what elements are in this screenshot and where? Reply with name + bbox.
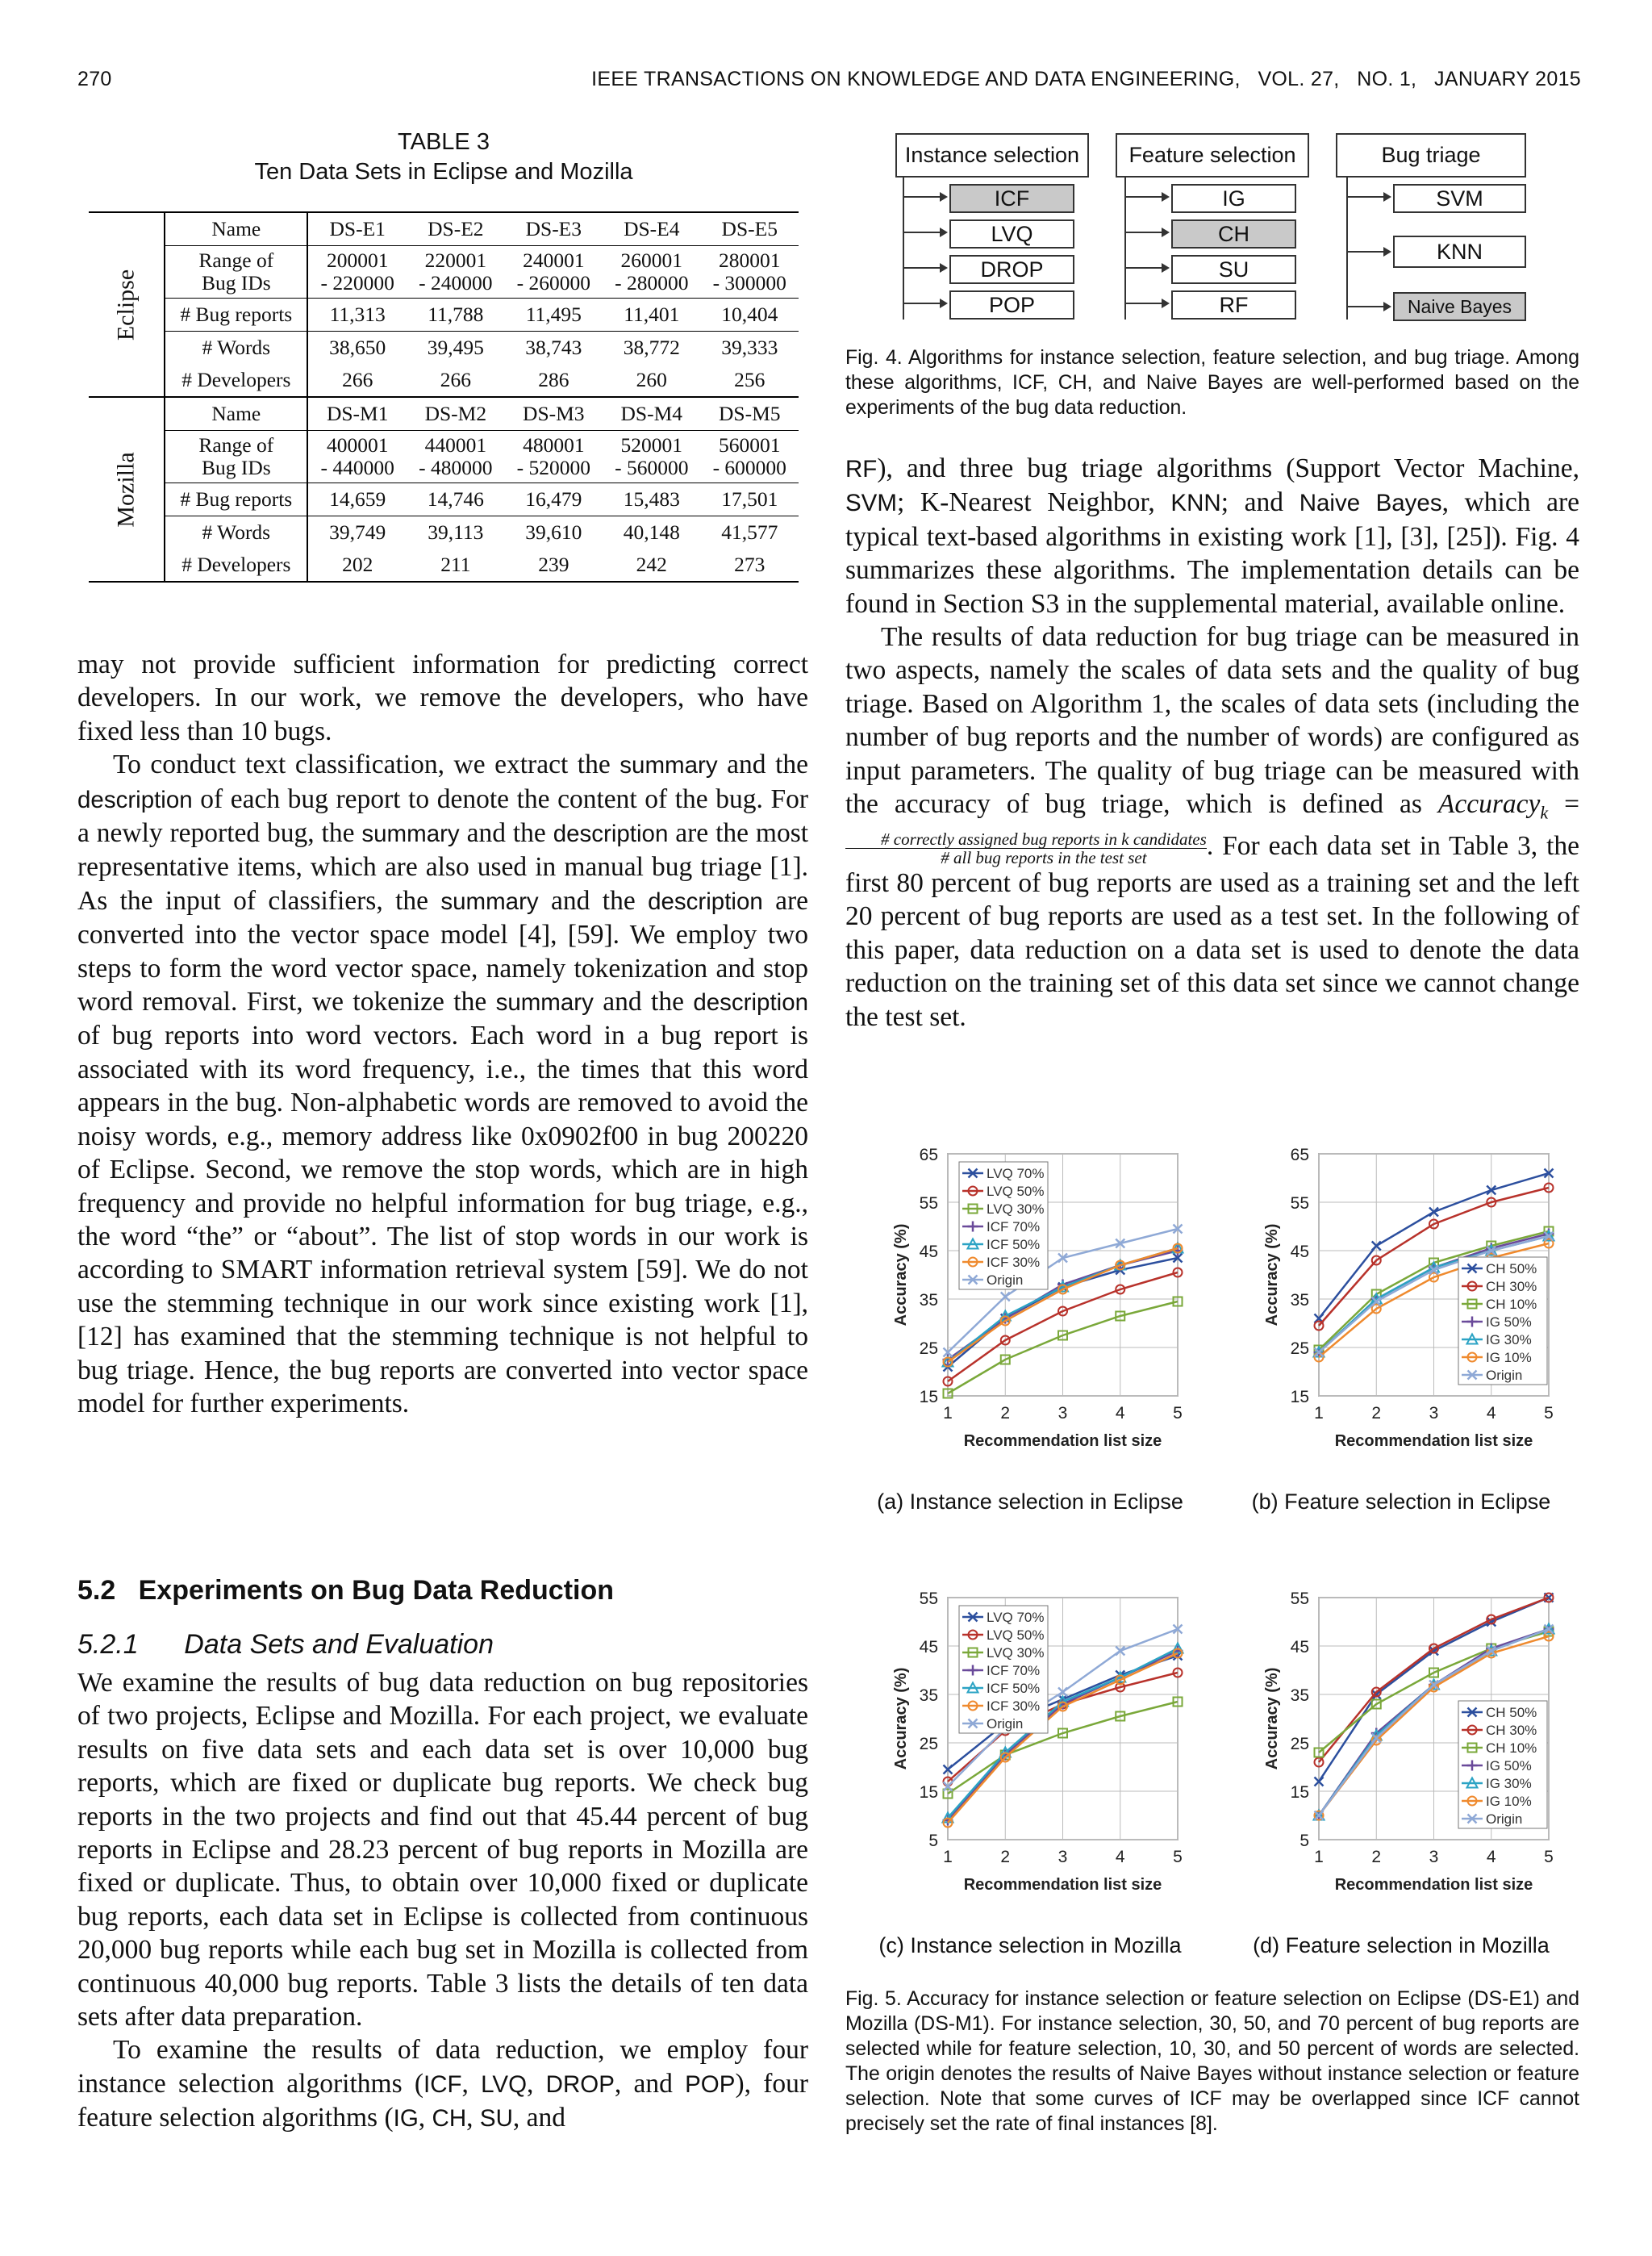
y-tick-label: 35	[919, 1686, 938, 1705]
y-axis-label: Accuracy (%)	[1263, 1667, 1281, 1770]
table-cell: DS-M2	[407, 397, 504, 431]
legend-label: IG 30%	[1486, 1776, 1532, 1791]
table-cell: 202	[342, 553, 373, 576]
table-cell: DS-M3	[505, 397, 603, 431]
table-cell: 11,495	[505, 299, 603, 332]
y-tick-label: 15	[1290, 1783, 1309, 1802]
legend-label: CH 50%	[1486, 1261, 1537, 1276]
y-tick-label: 25	[919, 1735, 938, 1753]
chart-title: (b) Feature selection in Eclipse	[1251, 1489, 1551, 1514]
legend-label: CH 30%	[1486, 1723, 1537, 1738]
x-tick-label: 1	[1314, 1404, 1324, 1423]
table-cell: 260001 - 280000	[603, 246, 700, 299]
left-column-bottom	[77, 1666, 808, 2136]
y-tick-label: 45	[919, 1243, 938, 1261]
table-cell: 286	[538, 368, 569, 391]
table-cell: DS-E2	[428, 217, 484, 240]
row-label: # Bug reports	[165, 483, 307, 516]
table-cell: DS-E5	[721, 217, 778, 240]
table-cell: 239	[538, 553, 569, 576]
y-tick-label: 45	[1290, 1243, 1309, 1261]
paragraph: The results of data reduction for bug triage can be measured in two aspects, namely the scales of data sets and the quality of bug triage. Based on Algorithm 1, the scales of data sets (including the number of bug reports and the number of words) are configured as input parameters. The quality of bug triage can be measured with the accuracy of bug triage, which is defined as Accuracy$_k$ = # correctly assigned bug reports in k candidates # all bug reports in the test set . For each data set in Table 3, the first 80 percent of bug reports are used as a training set and the left 20 percent of bug reports are used as a test set. In the following of this paper, data reduction on a data set is used to denote the data reduction on the training set of this data set since we cannot change the test set.	[845, 622, 1580, 1032]
table-cell: 266	[342, 368, 373, 391]
y-tick-label: 35	[1290, 1686, 1309, 1705]
fig4-caption: Fig. 4. Algorithms for instance selection, feature selection, and bug triage. Among these algorithms, ICF, CH, and Naive Bayes are well-performed based on the experiments of the bug data reduction.	[845, 347, 1579, 419]
paragraph: To conduct text classification, we extract the summary and the description of each bug report to denote the content of the bug. For a newly reported bug, the summary and the description are the most representative items, which are also used in manual bug triage [1]. As the input of classifiers, the summary and the description are converted into the vector space model [4], [59]. We employ two steps to form the word vector space, namely tokenization and stop word removal. First, we tokenize the summary and the description of bug reports into word vectors. Each word in a bug report is associated with its word frequency, i.e., the times that this word appears in the bug. Non-alphabetic words are removed to avoid the noisy words, e.g., memory address like 0x0902f00 in bug 200220 of Eclipse. Second, we remove the stop words, which are in high frequency and provide no helpful information for bug triage, e.g., the word “the” or “about”. The list of stop words in our work is according to SMART information retrieval system [59]. We do not use the stemming technique in our work since existing work [1], [12] has examined that the stemming technique is not helpful to bug triage. Hence, the bug reports are converted into vector space model for further experiments.	[77, 750, 809, 1418]
x-axis-label: Recommendation list size	[1334, 1876, 1533, 1894]
table-cell: 39,495	[407, 332, 504, 365]
y-tick-label: 65	[919, 1146, 938, 1164]
drop-box: DROP	[949, 255, 1074, 284]
table-cell: DS-M1	[307, 397, 407, 431]
naive-bayes-box: Naive Bayes	[1393, 292, 1526, 321]
paragraph: may not provide sufficient information for predicting correct developers. In our work, we remove the developers, who have fixed less than 10 bugs.	[77, 650, 808, 746]
table-row	[89, 516, 799, 549]
x-tick-label: 1	[1314, 1848, 1324, 1866]
lvq-box: LVQ	[949, 219, 1074, 249]
legend-label: IG 50%	[1486, 1758, 1532, 1773]
y-tick-label: 55	[1290, 1194, 1309, 1213]
y-tick-label: 25	[919, 1339, 938, 1358]
right-column-text	[845, 452, 1579, 1034]
section-title: 5.2 Experiments on Bug Data Reduction	[77, 1575, 615, 1606]
table-title: Ten Data Sets in Eclipse and Mozilla	[254, 159, 633, 185]
table-cell: 240001 - 260000	[505, 246, 603, 299]
icf-box: ICF	[949, 184, 1074, 213]
paragraph: We examine the results of bug data reduction on bug repositories of two projects, Eclipse and Mozilla. For each project, we evaluate results on five data sets and each data set is over 10,000 bug reports, which are fixed or duplicate bug reports. We check bug reports in the two projects and find out that 45.44 percent of bug reports in Eclipse and 28.23 percent of bug reports in Mozilla are fixed or duplicate. Thus, to obtain over 10,000 fixed or duplicate bug reports, each data set in Eclipse is collected from continuous 20,000 bug reports while each bug set in Mozilla is collected from continuous 40,000 bug reports. Table 3 lists the details of ten data sets after data preparation.	[77, 1668, 808, 2032]
row-label: # Developers	[165, 549, 307, 581]
bug-triage-header: Bug triage	[1336, 133, 1526, 178]
chart-c	[851, 1573, 1210, 1961]
x-tick-label: 5	[1173, 1848, 1183, 1866]
x-tick-label: 2	[1000, 1404, 1011, 1423]
subsection-title: 5.2.1 Data Sets and Evaluation	[77, 1629, 494, 1660]
left-column-top	[77, 648, 808, 1420]
y-axis-label: Accuracy (%)	[1263, 1223, 1281, 1326]
y-tick-label: 35	[919, 1291, 938, 1310]
legend-label: Origin	[987, 1272, 1024, 1288]
x-tick-label: 5	[1173, 1404, 1183, 1423]
table-cell: 220001 - 240000	[407, 246, 504, 299]
x-tick-label: 2	[1371, 1404, 1382, 1423]
table-cell: 260	[636, 368, 667, 391]
legend	[959, 1606, 1048, 1733]
journal-header: IEEE TRANSACTIONS ON KNOWLEDGE AND DATA ENGINEERING, VOL. 27, NO. 1, JANUARY 2015	[591, 68, 1581, 90]
y-tick-label: 65	[1290, 1146, 1309, 1164]
table-cell: 39,610	[505, 516, 603, 549]
chart-title: (d) Feature selection in Mozilla	[1253, 1933, 1550, 1957]
legend-label: LVQ 50%	[987, 1184, 1045, 1199]
table-cell: 39,333	[701, 332, 799, 365]
table-cell: DS-E1	[329, 217, 386, 240]
y-tick-label: 55	[919, 1590, 938, 1608]
x-axis-label: Recommendation list size	[963, 1432, 1162, 1450]
x-tick-label: 4	[1115, 1404, 1125, 1423]
legend-label: ICF 70%	[987, 1219, 1041, 1235]
legend-label: Origin	[1486, 1811, 1523, 1827]
table-cell: 17,501	[701, 483, 799, 516]
table-cell: 14,746	[407, 483, 504, 516]
legend-label: ICF 70%	[987, 1663, 1041, 1678]
table-cell: 39,113	[407, 516, 504, 549]
y-axis-label: Accuracy (%)	[892, 1667, 910, 1770]
table-row	[89, 397, 799, 431]
table-cell: 38,650	[307, 332, 407, 365]
x-tick-label: 3	[1058, 1848, 1068, 1866]
x-tick-label: 2	[1371, 1848, 1382, 1866]
y-tick-label: 5	[1299, 1832, 1309, 1850]
table-cell: 400001 - 440000	[307, 431, 407, 483]
row-label: Range of Bug IDs	[165, 431, 307, 483]
table-cell: 10,404	[701, 299, 799, 332]
table-cell: 11,401	[603, 299, 700, 332]
legend-label: LVQ 70%	[987, 1166, 1045, 1181]
table-cell: 40,148	[603, 516, 700, 549]
legend-label: CH 10%	[1486, 1740, 1537, 1756]
table-cell: 11,788	[407, 299, 504, 332]
table-cell: 200001 - 220000	[307, 246, 407, 299]
knn-box: KNN	[1393, 236, 1526, 268]
legend-label: CH 30%	[1486, 1279, 1537, 1294]
row-label: Name	[165, 213, 307, 246]
chart-title: (c) Instance selection in Mozilla	[878, 1933, 1182, 1957]
y-tick-label: 15	[919, 1783, 938, 1802]
y-tick-label: 15	[919, 1388, 938, 1406]
data-sets-table	[89, 211, 799, 583]
y-tick-label: 35	[1290, 1291, 1309, 1310]
table-row	[89, 213, 799, 246]
table-cell: 266	[440, 368, 471, 391]
legend-label: IG 10%	[1486, 1794, 1532, 1809]
legend	[959, 1162, 1048, 1289]
project-label: Mozilla	[89, 397, 165, 581]
table-cell: 16,479	[505, 483, 603, 516]
table-label: TABLE 3	[398, 129, 490, 155]
row-label: # Developers	[165, 364, 307, 397]
y-tick-label: 25	[1290, 1339, 1309, 1358]
table-cell: 15,483	[603, 483, 700, 516]
table-cell: 480001 - 520000	[505, 431, 603, 483]
accuracy-formula: Accuracy$_k$ =	[1437, 789, 1580, 823]
y-tick-label: 15	[1290, 1388, 1309, 1406]
table-row	[89, 364, 799, 397]
legend	[1458, 1701, 1547, 1828]
table-cell: 560001 - 600000	[701, 431, 799, 483]
chart-a	[851, 1130, 1210, 1517]
formula-fraction: # correctly assigned bug reports in k candidates # all bug reports in the test set	[845, 830, 1207, 867]
su-box: SU	[1171, 255, 1296, 284]
row-label: Range of Bug IDs	[165, 246, 307, 299]
legend-label: LVQ 30%	[987, 1645, 1045, 1661]
table-row	[89, 332, 799, 365]
table-cell: 280001 - 300000	[701, 246, 799, 299]
legend-label: Origin	[987, 1716, 1024, 1732]
table-row	[89, 483, 799, 516]
table-cell: 273	[734, 553, 766, 576]
row-label: Name	[165, 397, 307, 431]
table-cell: 38,743	[505, 332, 603, 365]
legend-label: LVQ 70%	[987, 1610, 1045, 1625]
table-cell: 211	[440, 553, 471, 576]
table-row	[89, 299, 799, 332]
legend-label: LVQ 50%	[987, 1627, 1045, 1643]
y-tick-label: 5	[928, 1832, 938, 1850]
legend	[1458, 1257, 1547, 1385]
table-cell: 11,313	[307, 299, 407, 332]
row-label: # Bug reports	[165, 299, 307, 332]
paragraph: RF), and three bug triage algorithms (Support Vector Machine, SVM; K-Nearest Neighbor, KNN; and Naive Bayes, which are typical text-based algorithms in existing work [1], [3], [25]). Fig. 4 summarizes these algorithms. The implementation details can be found in Section S3 in the supplemental material, available online.	[845, 453, 1580, 619]
table-cell: DS-M4	[603, 397, 700, 431]
x-tick-label: 4	[1486, 1848, 1496, 1866]
x-axis-label: Recommendation list size	[1334, 1432, 1533, 1450]
legend-label: ICF 50%	[987, 1681, 1041, 1696]
legend-label: ICF 30%	[987, 1698, 1041, 1714]
table-cell: 520001 - 560000	[603, 431, 700, 483]
table-cell: 242	[636, 553, 667, 576]
row-label: # Words	[165, 516, 307, 549]
ig-box: IG	[1171, 184, 1296, 213]
svm-box: SVM	[1393, 184, 1526, 213]
legend-label: LVQ 30%	[987, 1201, 1045, 1217]
fig5-caption: Fig. 5. Accuracy for instance selection or feature selection on Eclipse (DS-E1) and Mozilla (DS-M1). For instance selection, 30, 50, and 70 percent of bug reports are selected while for feature selection, 10, 30, and 50 percent of words are selected. The origin denotes the results of Naive Bayes without instance selection or feature selection. Note that some curves of ICF may be overlapped since ICF cannot precisely set the rate of final instances [8].	[845, 1988, 1579, 2135]
chart-b	[1222, 1130, 1581, 1517]
table-cell: 38,772	[603, 332, 700, 365]
legend-label: ICF 50%	[987, 1237, 1041, 1252]
chart-title: (a) Instance selection in Eclipse	[877, 1489, 1183, 1514]
table-cell: 39,749	[307, 516, 407, 549]
x-tick-label: 1	[943, 1848, 953, 1866]
table-cell: 14,659	[307, 483, 407, 516]
x-tick-label: 4	[1486, 1404, 1496, 1423]
chart-d	[1222, 1573, 1581, 1961]
legend-label: IG 30%	[1486, 1332, 1532, 1347]
y-tick-label: 45	[1290, 1638, 1309, 1656]
x-tick-label: 2	[1000, 1848, 1011, 1866]
legend-label: Origin	[1486, 1368, 1523, 1383]
y-tick-label: 55	[1290, 1590, 1309, 1608]
x-tick-label: 4	[1115, 1848, 1125, 1866]
legend-label: IG 50%	[1486, 1314, 1532, 1330]
instance-selection-header: Instance selection	[895, 133, 1089, 178]
table-row	[89, 549, 799, 581]
legend-label: IG 10%	[1486, 1350, 1532, 1365]
legend-label: ICF 30%	[987, 1255, 1041, 1270]
y-axis-label: Accuracy (%)	[892, 1223, 910, 1326]
x-tick-label: 5	[1544, 1404, 1554, 1423]
legend-label: CH 50%	[1486, 1705, 1537, 1720]
table-cell: DS-E4	[624, 217, 680, 240]
table-cell: DS-E3	[525, 217, 582, 240]
ch-box: CH	[1171, 219, 1296, 249]
x-tick-label: 5	[1544, 1848, 1554, 1866]
paragraph: To examine the results of data reduction, we employ four instance selection algorithms (ICF, LVQ, DROP, and POP), four feature selection algorithms (IG, CH, SU, and	[77, 2035, 809, 2133]
rf-box: RF	[1171, 290, 1296, 320]
pop-box: POP	[949, 290, 1074, 320]
x-tick-label: 3	[1429, 1848, 1439, 1866]
x-tick-label: 3	[1429, 1404, 1439, 1423]
y-tick-label: 25	[1290, 1735, 1309, 1753]
project-label: Eclipse	[89, 213, 165, 397]
table-row	[89, 246, 799, 299]
table-row	[89, 431, 799, 483]
legend-label: CH 10%	[1486, 1297, 1537, 1312]
table-cell: 41,577	[701, 516, 799, 549]
x-tick-label: 3	[1058, 1404, 1068, 1423]
y-tick-label: 55	[919, 1194, 938, 1213]
feature-selection-header: Feature selection	[1116, 133, 1309, 178]
page-number: 270	[77, 68, 112, 90]
table-cell: 256	[734, 368, 766, 391]
x-tick-label: 1	[943, 1404, 953, 1423]
table-cell: 440001 - 480000	[407, 431, 504, 483]
table-cell: DS-M5	[701, 397, 799, 431]
row-label: # Words	[165, 332, 307, 365]
y-tick-label: 45	[919, 1638, 938, 1656]
x-axis-label: Recommendation list size	[963, 1876, 1162, 1894]
